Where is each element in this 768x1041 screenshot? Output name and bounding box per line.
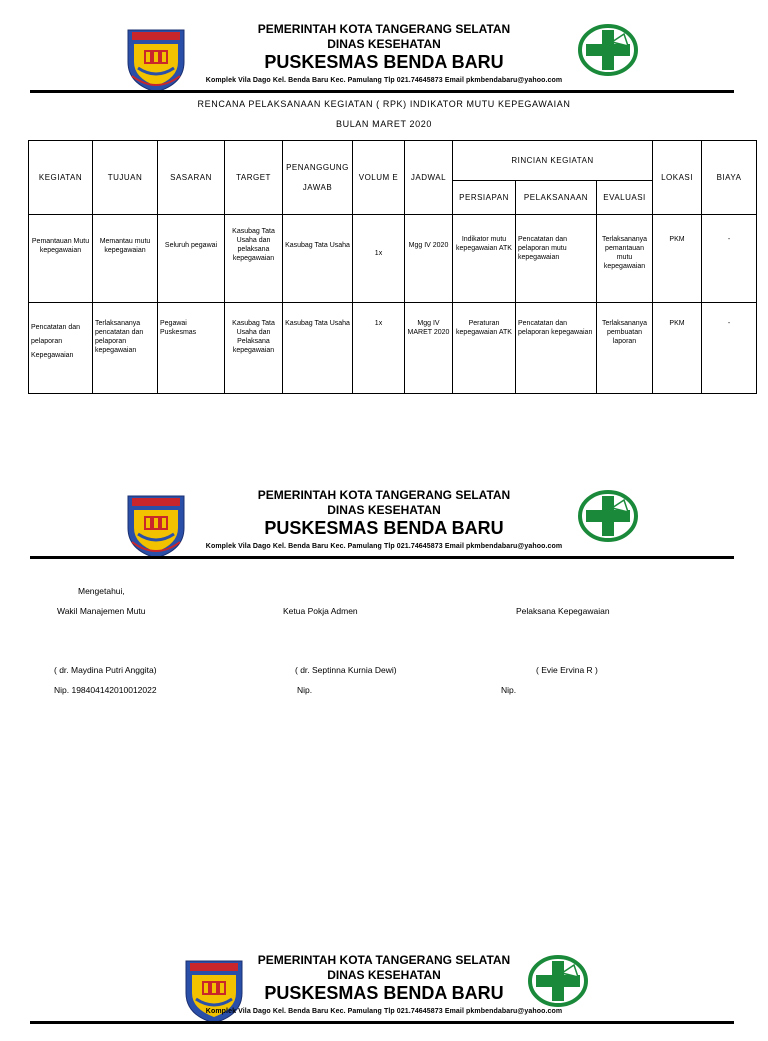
cell-target: Kasubag Tata Usaha dan Pelaksana kepegawaian: [225, 303, 283, 394]
letterhead-line2: DINAS KESEHATAN: [327, 503, 441, 517]
letterhead-line1: PEMERINTAH KOTA TANGERANG SELATAN: [257, 953, 511, 967]
cell-volume: 1x: [353, 303, 405, 394]
cell-tujuan: Memantau mutu kepegawaian: [93, 215, 158, 303]
cell-jadwal: Mgg IV 2020: [405, 215, 453, 303]
cell-kegiatan: Pencatatan dan pelaporan Kepegawaian: [29, 303, 93, 394]
letterhead-line2: DINAS KESEHATAN: [327, 968, 441, 982]
header-tujuan: TUJUAN: [93, 141, 158, 215]
letterhead-divider: [30, 90, 734, 93]
signatory-nip-1: Nip. 198404142010012022: [54, 685, 157, 695]
header-kegiatan: KEGIATAN: [29, 141, 93, 215]
letterhead-line3: PUSKESMAS BENDA BARU: [264, 983, 504, 1003]
cell-persiapan: Indikator mutu kepegawaian ATK: [453, 215, 516, 303]
cell-biaya: -: [702, 215, 757, 303]
cell-evaluasi: Terlaksananya pemantauan mutu kepegawaian: [597, 215, 653, 303]
cell-persiapan: Peraturan kepegawaian ATK: [453, 303, 516, 394]
cell-biaya: -: [702, 303, 757, 394]
signatory-nip-2: Nip.: [297, 685, 313, 695]
header-persiapan: PERSIAPAN: [453, 181, 516, 215]
cell-jadwal: Mgg IV MARET 2020: [405, 303, 453, 394]
rpk-table: [28, 140, 757, 394]
letterhead-address: Komplek Vila Dago Kel. Benda Baru Kec. Pamulang Tlp 021.74645873 Email pkmbendabaru@yahoo.com: [205, 1008, 563, 1015]
puskesmas-green-cross-logo-icon: [578, 24, 638, 76]
signatory-name-2: ( dr. Septinna Kurnia Dewi): [295, 665, 397, 675]
cell-lokasi: PKM: [653, 303, 702, 394]
header-pelaksanaan: PELAKSANAAN: [516, 181, 597, 215]
header-penanggung-jawab: PENANGGUNG JAWAB: [283, 141, 353, 215]
cell-pelaksanaan: Pencatatan dan pelaporan kepegawaian: [516, 303, 597, 394]
cell-tujuan: Terlaksananya pencatatan dan pelaporan kepegawaian: [93, 303, 158, 394]
cell-sasaran: Seluruh pegawai: [158, 215, 225, 303]
letterhead-line1: PEMERINTAH KOTA TANGERANG SELATAN: [257, 488, 511, 502]
letterhead-address: Komplek Vila Dago Kel. Benda Baru Kec. Pamulang Tlp 021.74645873 Email pkmbendabaru@yahoo.com: [205, 543, 563, 550]
table-row: [29, 215, 757, 303]
signatory-role-2: Ketua Pokja Admen: [283, 606, 358, 616]
document-title: RENCANA PELAKSANAAN KEGIATAN ( RPK) INDIKATOR MUTU KEPEGAWAIAN: [197, 99, 571, 109]
signatory-name-3: ( Evie Ervina R ): [536, 665, 598, 675]
cell-sasaran: Pegawai Puskesmas: [158, 303, 225, 394]
cell-target: Kasubag Tata Usaha dan pelaksana kepegawaian: [225, 215, 283, 303]
cell-evaluasi: Terlaksananya pembuatan laporan: [597, 303, 653, 394]
letterhead-line3: PUSKESMAS BENDA BARU: [264, 52, 504, 72]
puskesmas-green-cross-logo-icon: [578, 490, 638, 542]
header-sasaran: SASARAN: [158, 141, 225, 215]
header-lokasi: LOKASI: [653, 141, 702, 215]
cell-kegiatan: Pemantauan Mutu kepegawaian: [29, 215, 93, 303]
letterhead-line1: PEMERINTAH KOTA TANGERANG SELATAN: [257, 22, 511, 36]
signatory-role-3: Pelaksana Kepegawaian: [516, 606, 610, 616]
letterhead-line3: PUSKESMAS BENDA BARU: [264, 518, 504, 538]
letterhead-address: Komplek Vila Dago Kel. Benda Baru Kec. Pamulang Tlp 021.74645873 Email pkmbendabaru@yahoo.com: [205, 77, 563, 84]
cell-pelaksanaan: Pencatatan dan pelaporan mutu kepegawaian: [516, 215, 597, 303]
letterhead-bottom: [0, 951, 768, 1041]
letterhead-divider: [30, 556, 734, 559]
mengetahui-label: Mengetahui,: [78, 586, 125, 596]
signatory-name-1: ( dr. Maydina Putri Anggita): [54, 665, 157, 675]
cell-penanggung-jawab: Kasubag Tata Usaha: [283, 215, 353, 303]
letterhead-top: [0, 20, 768, 110]
document-subtitle: BULAN MARET 2020: [336, 119, 432, 129]
cell-volume: 1x: [353, 215, 405, 303]
header-evaluasi: EVALUASI: [597, 181, 653, 215]
letterhead-middle: [0, 486, 768, 576]
table-row: [29, 303, 757, 394]
header-volume: VOLUM E: [353, 141, 405, 215]
header-rincian-kegiatan: RINCIAN KEGIATAN: [453, 141, 653, 181]
puskesmas-green-cross-logo-icon: [528, 955, 588, 1007]
letterhead-line2: DINAS KESEHATAN: [327, 37, 441, 51]
header-biaya: BIAYA: [702, 141, 757, 215]
signatory-role-1: Wakil Manajemen Mutu: [57, 606, 146, 616]
cell-penanggung-jawab: Kasubag Tata Usaha: [283, 303, 353, 394]
signatory-nip-3: Nip.: [501, 685, 517, 695]
header-jadwal: JADWAL: [405, 141, 453, 215]
cell-lokasi: PKM: [653, 215, 702, 303]
header-target: TARGET: [225, 141, 283, 215]
